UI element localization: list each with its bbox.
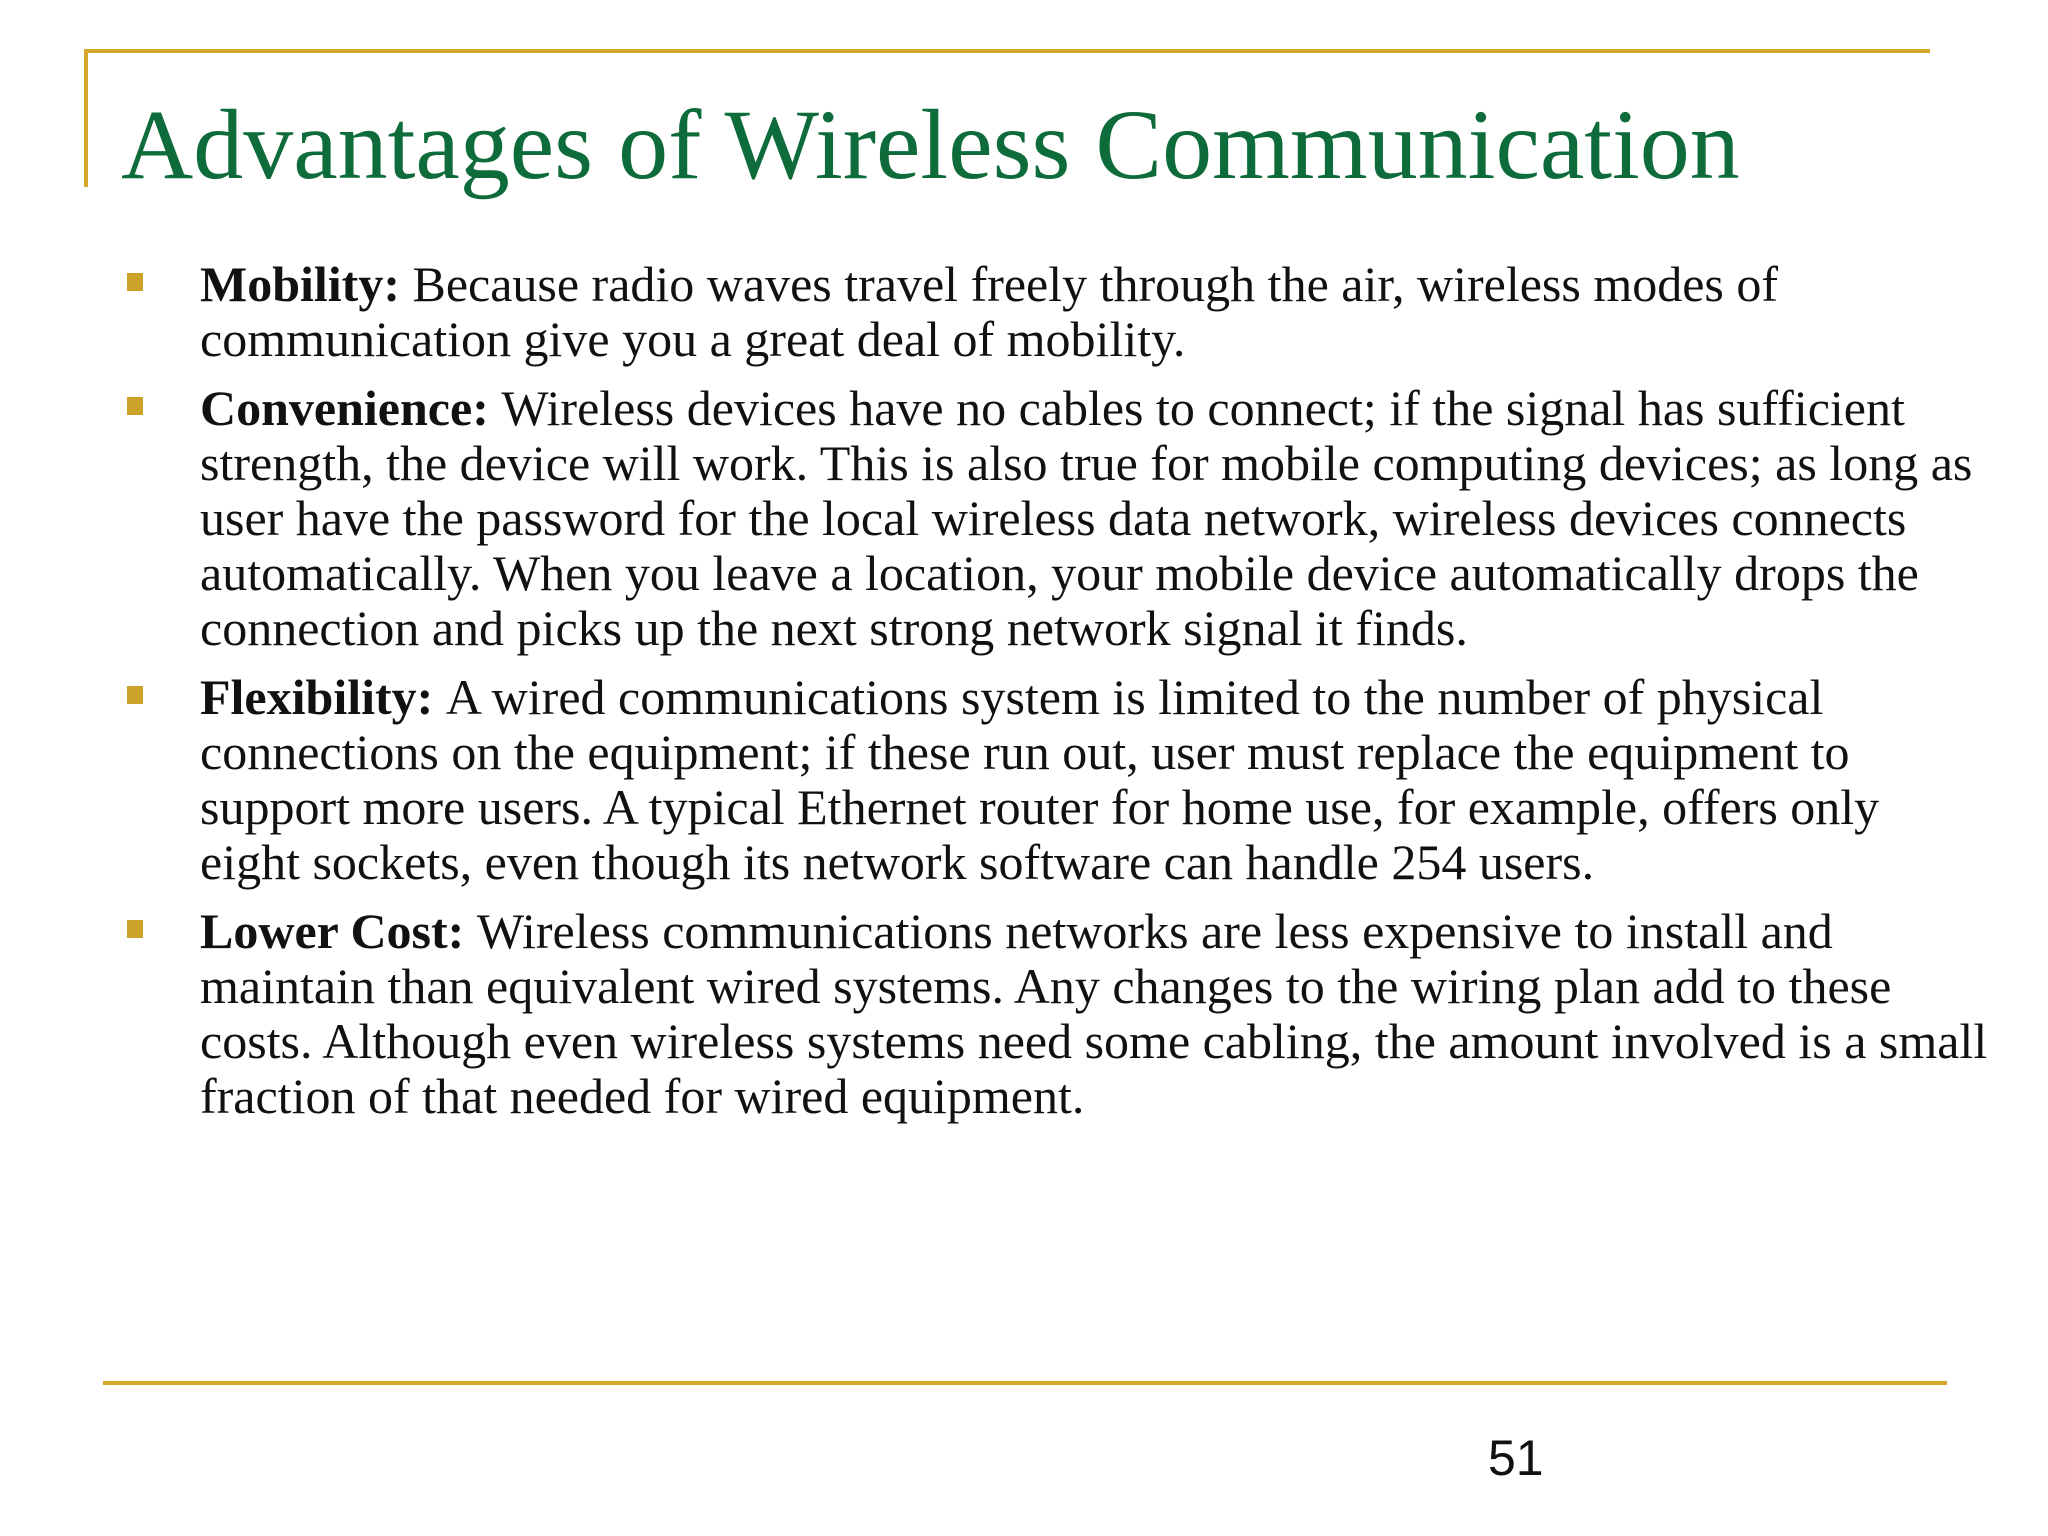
frame-left-rule bbox=[84, 49, 88, 187]
bullet-item-convenience bbox=[0, 381, 2048, 656]
bullet-item-flexibility bbox=[0, 670, 2048, 890]
footer-rule bbox=[103, 1381, 1947, 1385]
bullet-list bbox=[0, 257, 2048, 1138]
square-bullet-icon bbox=[127, 273, 143, 291]
square-bullet-icon bbox=[127, 920, 143, 938]
page-number: 51 bbox=[1488, 1430, 1544, 1486]
bullet-term: Convenience: bbox=[200, 380, 502, 436]
bullet-term: Lower Cost: bbox=[200, 903, 477, 959]
bullet-item-lower-cost bbox=[0, 904, 2048, 1124]
bullet-term: Mobility: bbox=[200, 256, 413, 312]
bullet-text: Because radio waves travel freely through the air, wireless modes of communication give you a great deal of mobility. bbox=[200, 256, 1779, 367]
square-bullet-icon bbox=[127, 686, 143, 704]
bullet-text: A wired communications system is limited to the number of physical connections on the equipment; if these run out, user must replace the equipment to support more users. A typical Ethernet router for home use, for example, offers only eight sockets, even though its network software can handle 254 users. bbox=[200, 669, 1880, 890]
frame-top-rule bbox=[84, 49, 1930, 53]
bullet-text: Wireless communications networks are less expensive to install and maintain than equivalent wired systems. Any changes to the wiring plan add to these costs. Although even wireless systems need some cabling, the amount involved is a small fraction of that needed for wired equipment. bbox=[200, 903, 1988, 1124]
bullet-item-mobility bbox=[0, 257, 2048, 367]
square-bullet-icon bbox=[127, 397, 143, 415]
bullet-term: Flexibility: bbox=[200, 669, 446, 725]
bullet-text: Wireless devices have no cables to connect; if the signal has sufficient strength, the device will work. This is also true for mobile computing devices; as long as user have the password for the local wireless data network, wireless devices connects automatically. When you leave a location, your mobile device automatically drops the connection and picks up the next strong network signal it finds. bbox=[200, 380, 1973, 656]
slide-title: Advantages of Wireless Communication bbox=[121, 89, 1740, 200]
